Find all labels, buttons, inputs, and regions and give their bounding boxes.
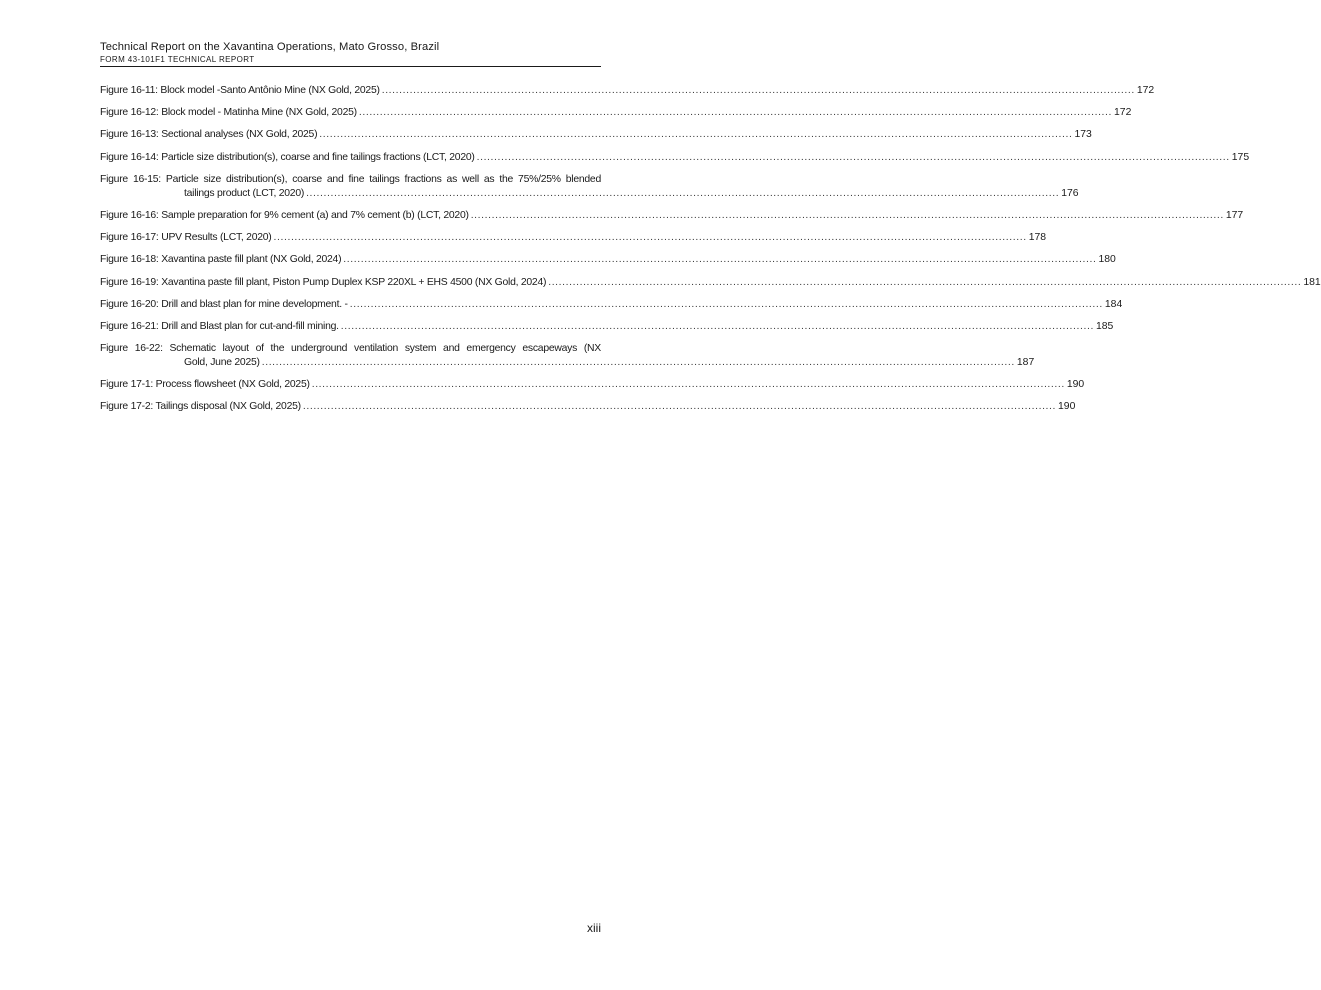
entry-page-number: 184 bbox=[1104, 298, 1123, 310]
dot-leader bbox=[350, 298, 1103, 312]
dot-leader bbox=[471, 209, 1224, 223]
toc-entry[interactable] bbox=[100, 128, 1092, 142]
entry-title: Figure 16-12: Block model - Matinha Mine (NX Gold, 2025) bbox=[100, 107, 357, 119]
entry-title-continuation: tailings product (LCT, 2020) bbox=[184, 187, 305, 199]
toc-entry[interactable] bbox=[100, 106, 1132, 120]
entry-title: Figure 16-17: UPV Results (LCT, 2020) bbox=[100, 232, 272, 244]
entry-title: Figure 16-19: Xavantina paste fill plant, Piston Pump Duplex KSP 220XL + EHS 4500 (NX Gold, 2024) bbox=[100, 276, 547, 288]
toc-entry[interactable] bbox=[100, 231, 1047, 245]
dot-leader bbox=[303, 400, 1056, 414]
entry-title-line1: Figure 16-22: Schematic layout of the underground ventilation system and emergency escapeways (NX bbox=[100, 343, 601, 355]
dot-leader bbox=[548, 276, 1301, 290]
entry-title: Figure 16-13: Sectional analyses (NX Gold, 2025) bbox=[100, 129, 318, 141]
page-number: xiii bbox=[587, 921, 601, 935]
toc-entry[interactable] bbox=[100, 173, 1079, 201]
entry-page-number: 172 bbox=[1114, 107, 1132, 119]
entry-title: Figure 16-18: Xavantina paste fill plant (NX Gold, 2024) bbox=[100, 254, 342, 266]
entry-title: Figure 16-14: Particle size distribution(s), coarse and fine tailings fractions (LCT, 2020) bbox=[100, 151, 475, 163]
entry-page-number: 180 bbox=[1098, 254, 1116, 266]
entry-title: Figure 17-2: Tailings disposal (NX Gold, 2025) bbox=[100, 401, 301, 413]
entry-page-number: 175 bbox=[1231, 151, 1250, 163]
entry-page-number: 173 bbox=[1074, 129, 1092, 141]
toc-entry[interactable] bbox=[100, 276, 1321, 290]
entry-page-number: 172 bbox=[1136, 85, 1155, 96]
toc-entry[interactable] bbox=[100, 253, 1116, 267]
toc-entry[interactable] bbox=[100, 151, 1250, 165]
toc-entry[interactable] bbox=[100, 209, 1244, 223]
entry-page-number: 190 bbox=[1058, 401, 1076, 413]
header-divider bbox=[100, 66, 601, 67]
entry-page-number: 185 bbox=[1095, 320, 1114, 332]
entry-page-number: 178 bbox=[1028, 232, 1047, 244]
entry-page-number: 181 bbox=[1303, 276, 1321, 288]
dot-leader bbox=[274, 231, 1027, 245]
toc-entry[interactable] bbox=[100, 400, 1076, 414]
entry-title: Figure 16-21: Drill and Blast plan for cut-and-fill mining. bbox=[100, 320, 339, 332]
entry-page-number: 177 bbox=[1225, 209, 1244, 221]
dot-leader bbox=[262, 356, 1015, 370]
entry-page-number: 176 bbox=[1061, 187, 1079, 199]
report-form-label: FORM 43-101F1 TECHNICAL REPORT bbox=[100, 55, 255, 64]
entry-page-number: 187 bbox=[1016, 357, 1035, 369]
dot-leader bbox=[477, 151, 1230, 165]
entry-page-number: 190 bbox=[1066, 379, 1085, 391]
report-title: Technical Report on the Xavantina Operations, Mato Grosso, Brazil bbox=[100, 41, 440, 53]
entry-title: Figure 16-11: Block model -Santo Antônio Mine (NX Gold, 2025) bbox=[100, 85, 380, 96]
list-of-figures bbox=[100, 84, 1321, 423]
dot-leader bbox=[341, 320, 1094, 334]
entry-title: Figure 16-16: Sample preparation for 9% cement (a) and 7% cement (b) (LCT, 2020) bbox=[100, 209, 469, 221]
toc-entry[interactable] bbox=[100, 320, 1114, 334]
running-header bbox=[100, 41, 601, 65]
toc-entry[interactable] bbox=[100, 378, 1085, 392]
toc-entry[interactable] bbox=[100, 84, 1155, 98]
toc-entry[interactable] bbox=[100, 298, 1123, 312]
entry-title: Figure 17-1: Process flowsheet (NX Gold, 2025) bbox=[100, 379, 310, 391]
dot-leader bbox=[343, 253, 1096, 267]
dot-leader bbox=[312, 378, 1065, 392]
dot-leader bbox=[359, 106, 1112, 120]
dot-leader bbox=[306, 187, 1059, 201]
toc-entry[interactable] bbox=[100, 342, 1035, 370]
entry-title-line1: Figure 16-15: Particle size distribution(s), coarse and fine tailings fractions as well as the 75%/25% blended bbox=[100, 173, 601, 185]
dot-leader bbox=[382, 84, 1135, 98]
dot-leader bbox=[319, 128, 1072, 142]
entry-title-continuation: Gold, June 2025) bbox=[184, 357, 260, 369]
entry-title: Figure 16-20: Drill and blast plan for mine development. - bbox=[100, 298, 348, 310]
